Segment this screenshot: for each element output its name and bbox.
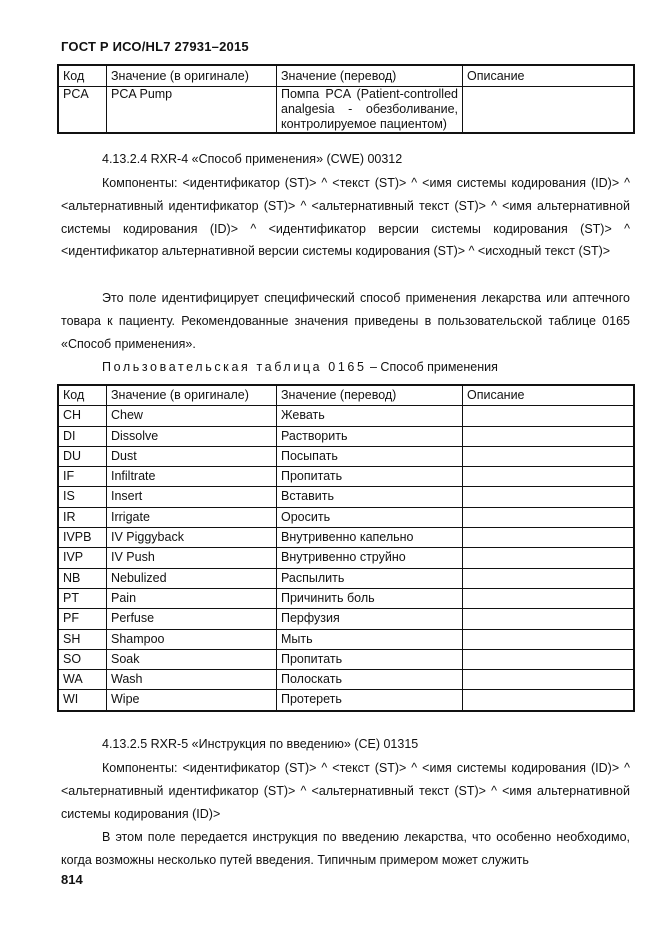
table-row <box>58 588 634 608</box>
rxr5-description-text: В этом поле передается инструкция по введению лекарства, что особенно необходимо, когда возможны несколько путей введения. Типичным примером может служить <box>61 830 630 867</box>
column-header-translation: Значение (перевод) <box>277 385 463 406</box>
cell-translation: Внутривенно капельно <box>277 528 463 548</box>
cell-code: IVPB <box>58 528 107 548</box>
cell-description <box>463 690 635 711</box>
cell-translation: Оросить <box>277 507 463 527</box>
column-header-code: Код <box>58 385 107 406</box>
cell-code: CH <box>58 406 107 426</box>
cell-original: Infiltrate <box>107 467 277 487</box>
cell-original: PCA Pump <box>107 87 277 134</box>
cell-original: Insert <box>107 487 277 507</box>
cell-description <box>463 670 635 690</box>
table-row <box>58 629 634 649</box>
table-row <box>58 487 634 507</box>
cell-code: PCA <box>58 87 107 134</box>
cell-translation: Посыпать <box>277 446 463 466</box>
cell-description <box>463 629 635 649</box>
cell-translation: Вставить <box>277 487 463 507</box>
cell-description <box>463 87 635 134</box>
paragraph-rxr5-description <box>61 826 630 872</box>
cell-description <box>463 649 635 669</box>
table-row <box>58 406 634 426</box>
cell-original: Dust <box>107 446 277 466</box>
table-row <box>58 670 634 690</box>
cell-translation: Пропитать <box>277 649 463 669</box>
cell-original: Soak <box>107 649 277 669</box>
table-row <box>58 609 634 629</box>
cell-description <box>463 568 635 588</box>
rxr5-components-text: Компоненты: <идентификатор (ST)> ^ <текст (ST)> ^ <имя системы кодирования (ID)> ^ <альтернативный идентификатор (ST)> ^ <альтернативный текст (ST)> ^ <имя альтернативной системы кодирования (ID)> <box>61 761 630 821</box>
rxr4-description-text: Это поле идентифицирует специфический способ применения лекарства или аптечного товара к пациенту. Рекомендованные значения приведены в пользовательской таблице 0165 «Способ применения». <box>61 291 630 351</box>
cell-code: NB <box>58 568 107 588</box>
cell-code: WI <box>58 690 107 711</box>
table-row <box>58 467 634 487</box>
cell-translation: Причинить боль <box>277 588 463 608</box>
table-row <box>58 446 634 466</box>
route-table <box>57 384 635 712</box>
cell-code: IS <box>58 487 107 507</box>
cell-translation: Перфузия <box>277 609 463 629</box>
cell-code: IR <box>58 507 107 527</box>
cell-original: Wipe <box>107 690 277 711</box>
table-row <box>58 426 634 446</box>
cell-description <box>463 588 635 608</box>
cell-code: PF <box>58 609 107 629</box>
cell-translation: Растворить <box>277 426 463 446</box>
cell-description <box>463 426 635 446</box>
table-row <box>58 548 634 568</box>
cell-translation: Протереть <box>277 690 463 711</box>
table-row <box>58 568 634 588</box>
paragraph-rxr5-components <box>61 757 630 825</box>
cell-translation: Полоскать <box>277 670 463 690</box>
page-number: 814 <box>61 872 83 887</box>
cell-translation: Мыть <box>277 629 463 649</box>
cell-description <box>463 528 635 548</box>
paragraph-rxr4-components <box>61 172 630 263</box>
cell-code: IF <box>58 467 107 487</box>
table-caption-suffix: – Способ применения <box>366 360 498 374</box>
column-header-translation: Значение (перевод) <box>277 65 463 87</box>
section-heading-rxr4: 4.13.2.4 RXR-4 «Способ применения» (CWE) 00312 <box>102 152 403 166</box>
cell-description <box>463 467 635 487</box>
cell-original: Nebulized <box>107 568 277 588</box>
table-caption <box>102 360 498 374</box>
cell-original: Chew <box>107 406 277 426</box>
cell-code: SH <box>58 629 107 649</box>
cell-original: Wash <box>107 670 277 690</box>
cell-translation: Внутривенно струйно <box>277 548 463 568</box>
cell-description <box>463 406 635 426</box>
column-header-description: Описание <box>463 65 635 87</box>
column-header-original: Значение (в оригинале) <box>107 65 277 87</box>
cell-code: PT <box>58 588 107 608</box>
table-header-row <box>58 385 634 406</box>
table-row <box>58 528 634 548</box>
section-heading-rxr5: 4.13.2.5 RXR-5 «Инструкция по введению» (CE) 01315 <box>102 737 419 751</box>
cell-original: Shampoo <box>107 629 277 649</box>
cell-code: SO <box>58 649 107 669</box>
table-header-row <box>58 65 634 87</box>
table-row <box>58 507 634 527</box>
table-caption-prefix: Пользовательская таблица 0165 <box>102 360 367 374</box>
cell-original: IV Push <box>107 548 277 568</box>
cell-code: DI <box>58 426 107 446</box>
cell-original: Dissolve <box>107 426 277 446</box>
rxr4-components-text: Компоненты: <идентификатор (ST)> ^ <текст (ST)> ^ <имя системы кодирования (ID)> ^ <альтернативный идентификатор (ST)> ^ <альтернативный текст (ST)> ^ <имя альтернативной системы кодирования (ID)> ^ <идентификатор версии системы кодирования (ST)> ^ <идентификатор альтернативной версии системы кодирования (ST)> ^ <исходный текст (ST)> <box>61 176 630 259</box>
column-header-original: Значение (в оригинале) <box>107 385 277 406</box>
cell-original: Perfuse <box>107 609 277 629</box>
cell-original: Pain <box>107 588 277 608</box>
column-header-code: Код <box>58 65 107 87</box>
cell-description <box>463 507 635 527</box>
cell-description <box>463 487 635 507</box>
table-row <box>58 649 634 669</box>
cell-description <box>463 446 635 466</box>
cell-original: Irrigate <box>107 507 277 527</box>
cell-code: DU <box>58 446 107 466</box>
cell-translation: Помпа PCA (Patient-controlled analgesia - обезболивание, контролируемое пациентом) <box>277 87 463 134</box>
pca-table <box>57 64 635 134</box>
cell-code: IVP <box>58 548 107 568</box>
cell-code: WA <box>58 670 107 690</box>
cell-description <box>463 548 635 568</box>
table-row <box>58 690 634 711</box>
paragraph-rxr4-description <box>61 287 630 355</box>
cell-description <box>463 609 635 629</box>
cell-translation: Жевать <box>277 406 463 426</box>
cell-translation: Пропитать <box>277 467 463 487</box>
table-row <box>58 87 634 134</box>
cell-translation: Распылить <box>277 568 463 588</box>
column-header-description: Описание <box>463 385 635 406</box>
cell-original: IV Piggyback <box>107 528 277 548</box>
document-header: ГОСТ Р ИСО/HL7 27931–2015 <box>61 39 249 54</box>
